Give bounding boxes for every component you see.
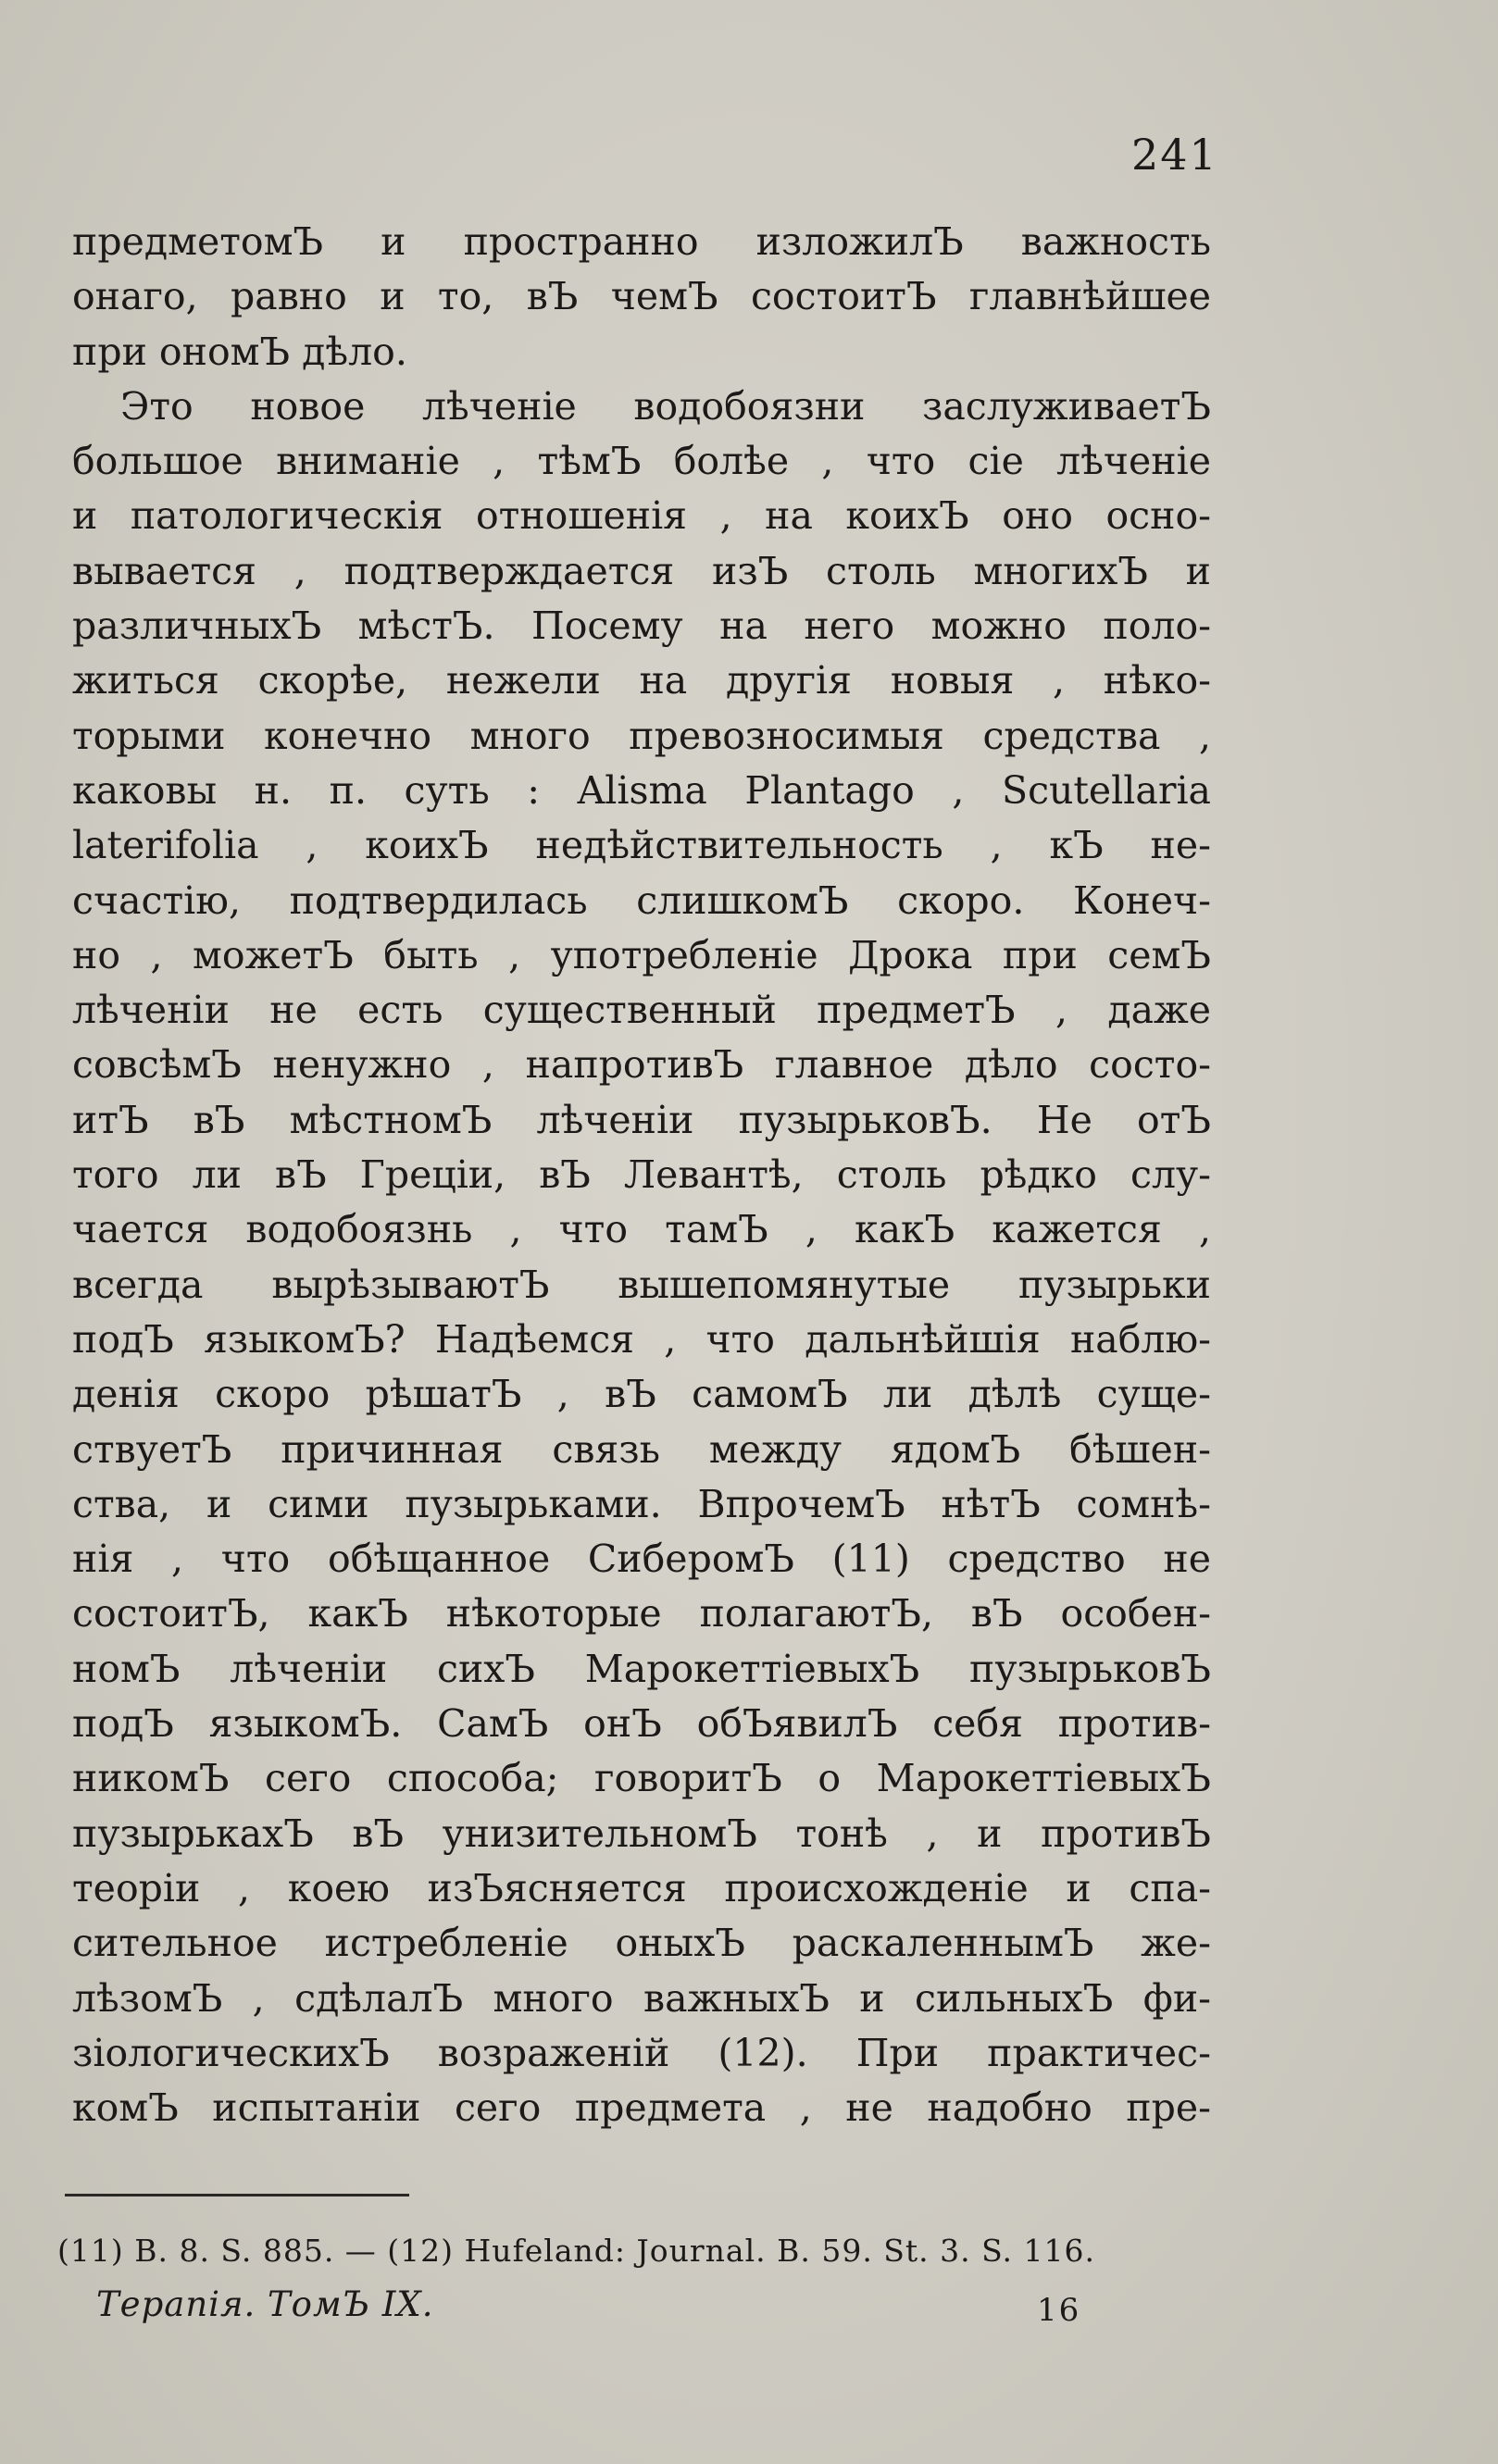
text-line: никомЪ сего способа; говоритЪ о МарокеттіевыхЪ bbox=[72, 1756, 1211, 1801]
text-line: комЪ испытаніи сего предмета , не надобно пре- bbox=[72, 2085, 1211, 2131]
text-line: лѣченіи не есть существенный предметЪ , даже bbox=[72, 988, 1211, 1033]
text-line: зіологическихЪ возраженій (12). При практичес- bbox=[72, 2030, 1211, 2075]
text-line: онаго, равно и то, вЪ чемЪ состоитЪ главнѣйшее bbox=[72, 274, 1211, 319]
text-line: того ли вЪ Греціи, вЪ Левантѣ, столь рѣдко слу- bbox=[72, 1152, 1211, 1198]
text-line: счастію, подтвердилась слишкомЪ скоро. Конеч- bbox=[72, 877, 1211, 923]
body-text bbox=[72, 215, 1211, 2135]
text-line: состоитЪ, какЪ нѣкоторые полагаютЪ, вЪ особен- bbox=[72, 1591, 1211, 1636]
text-line: нія , что обѣщанное СиберомЪ (11) средство не bbox=[72, 1537, 1211, 1582]
text-line: пузырькахЪ вЪ унизительномЪ тонѣ , и противЪ bbox=[72, 1811, 1211, 1856]
text-line: при ономЪ дѣло. bbox=[72, 329, 407, 374]
footnote-rule bbox=[65, 2194, 409, 2196]
text-line: денія скоро рѣшатЪ , вЪ самомЪ ли дѣлѣ суще- bbox=[72, 1372, 1211, 1417]
text-line: но , можетЪ быть , употребленіе Дрока при семЪ bbox=[72, 932, 1211, 977]
text-line: всегда вырѣзываютЪ вышепомянутые пузырьки bbox=[72, 1262, 1211, 1307]
signature-line: Терапія. ТомЪ IX. bbox=[96, 2284, 434, 2324]
text-line: и патологическія отношенія , на коихЪ оно осно- bbox=[72, 493, 1211, 539]
text-line: ства, и сими пузырьками. ВпрочемЪ нѣтЪ сомнѣ- bbox=[72, 1481, 1211, 1526]
page-number: 241 bbox=[1131, 130, 1218, 180]
text-line: сительное истребленіе оныхЪ раскаленнымЪ же- bbox=[72, 1921, 1211, 1966]
text-line: чается водобоязнь , что тамЪ , какЪ кажется , bbox=[72, 1207, 1211, 1252]
text-line: теоріи , коею изЪясняется происхожденіе и спа- bbox=[72, 1865, 1211, 1910]
text-line: Это новое лѣченіе водобоязни заслуживаетЪ bbox=[120, 383, 1211, 429]
text-line: лѣзомЪ , сдѣлалЪ много важныхЪ и сильныхЪ фи- bbox=[72, 1975, 1211, 2021]
text-line: житься скорѣе, нежели на другія новыя , нѣко- bbox=[72, 658, 1211, 703]
text-line: ствуетЪ причинная связь между ядомЪ бѣшен- bbox=[72, 1426, 1211, 1472]
text-line: вывается , подтверждается изЪ столь многихЪ и bbox=[72, 548, 1211, 593]
text-line: подЪ языкомЪ? Надѣемся , что дальнѣйшія наблю- bbox=[72, 1316, 1211, 1362]
text-line: каковы н. п. суть : Alisma Plantago , Scutellaria bbox=[72, 767, 1211, 813]
footnote: (11) B. 8. S. 885. — (12) Hufeland: Journal. B. 59. St. 3. S. 116. bbox=[57, 2233, 1096, 2269]
text-line: торыми конечно много превозносимыя средства , bbox=[72, 713, 1211, 758]
text-line: большое вниманіе , тѣмЪ болѣе , что сіе лѣченіе bbox=[72, 439, 1211, 484]
text-line: предметомЪ и пространно изложилЪ важность bbox=[72, 219, 1211, 264]
text-line: номЪ лѣченіи сихЪ МарокеттіевыхЪ пузырьковЪ bbox=[72, 1646, 1211, 1691]
text-line: подЪ языкомЪ. СамЪ онЪ обЪявилЪ себя против- bbox=[72, 1701, 1211, 1747]
text-line: laterifolia , коихЪ недѣйствительность , кЪ не- bbox=[72, 823, 1211, 868]
text-line: совсѣмЪ ненужно , напротивЪ главное дѣло состо- bbox=[72, 1042, 1211, 1088]
text-line: итЪ вЪ мѣстномЪ лѣченіи пузырьковЪ. Не отЪ bbox=[72, 1097, 1211, 1142]
text-line: различныхЪ мѣстЪ. Посему на него можно поло- bbox=[72, 604, 1211, 649]
sheet-number: 16 bbox=[1037, 2292, 1081, 2329]
